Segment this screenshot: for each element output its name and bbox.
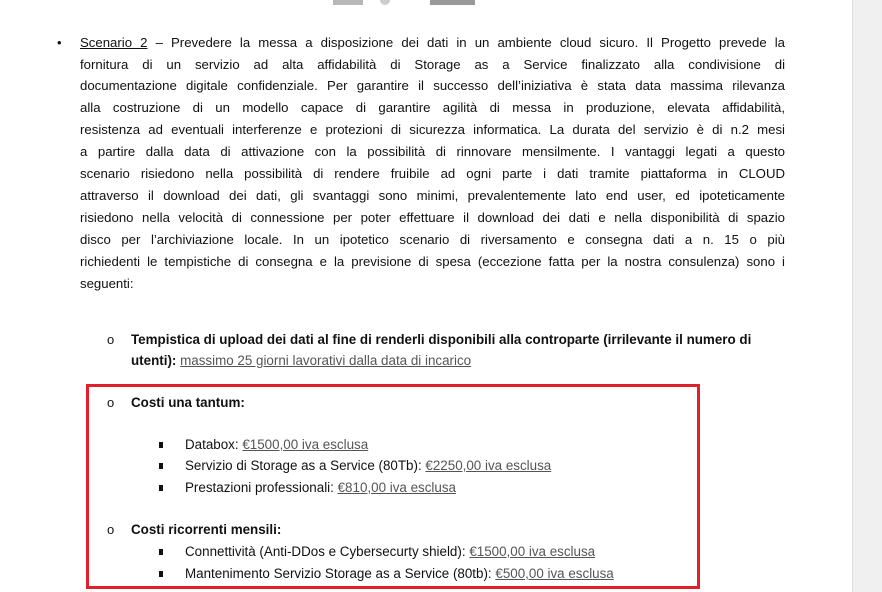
- bullet-icon: •: [57, 35, 62, 50]
- paragraph-line: seguenti:: [80, 276, 134, 291]
- paragraph-line: Scenario 2 – Prevedere la messa a disposizione dei dati in un ambiente cloud sicuro. Il Progetto prevede la: [80, 35, 786, 50]
- paragraph-line: richiedenti le tempistiche di consegna e la previsione di spesa (eccezione fatta per la nostra consulenza) sono i: [80, 254, 785, 269]
- paragraph-line: risiedono nella velocità di connessione per poter effettuare il download dei dati e nella disponibilità di spazio: [80, 210, 785, 225]
- circle-bullet-icon: o: [107, 332, 115, 347]
- square-bullet-icon: [159, 442, 163, 448]
- square-bullet-icon: [159, 571, 163, 577]
- square-bullet-icon: [159, 549, 163, 555]
- ricorrenti-heading: Costi ricorrenti mensili:: [131, 522, 282, 537]
- square-bullet-icon: [159, 463, 163, 469]
- circle-bullet-icon: o: [107, 395, 115, 410]
- paragraph-line: disco per l’archiviazione locale. In un ipotetico scenario di riversamento e consegna dati a n. 15 o più: [80, 232, 785, 247]
- paragraph-line: documentazione digitale confidenziale. Per garantire il successo dell’iniziativa è stata data massima rilevanza: [80, 78, 785, 93]
- una-tantum-heading: Costi una tantum:: [131, 395, 245, 410]
- paragraph-line: attraverso il download dei dati, gli svantaggi sono minimi, prevalentemente lato end user, ed ipoteticamente: [80, 188, 785, 203]
- tempistica-value: massimo 25 giorni lavorativi dalla data di incarico: [180, 353, 472, 368]
- cost-item: Mantenimento Servizio Storage as a Service (80tb): €500,00 iva esclusa: [185, 566, 614, 581]
- header-logo: [333, 0, 363, 5]
- header-logo: [430, 0, 475, 5]
- header-logo: [380, 0, 390, 5]
- cost-item: Connettività (Anti-DDos e Cybersecurty shield): €1500,00 iva esclusa: [185, 544, 596, 559]
- tempistica-label: Tempistica di upload dei dati al fine di renderli disponibili alla controparte (irrilevante il numero di: [131, 332, 752, 347]
- cost-item: Servizio di Storage as a Service (80Tb): €2250,00 iva esclusa: [185, 458, 552, 473]
- circle-bullet-icon: o: [107, 522, 115, 537]
- page-margin: [852, 0, 882, 592]
- tempistica-line2: utenti): massimo 25 giorni lavorativi dalla data di incarico: [131, 353, 472, 368]
- cost-item: Prestazioni professionali: €810,00 iva esclusa: [185, 480, 456, 495]
- scenario-label: Scenario 2: [80, 35, 148, 50]
- paragraph-line: fornitura di un servizio ad alta affidabilità di Storage as a Service finalizzato alla condivisione di: [80, 57, 785, 72]
- paragraph-line: scenario risiedono nella possibilità di rendere fruibile ad ogni parte i dati tramite piattaforma in CLOUD: [80, 166, 785, 181]
- paragraph-line: resistenza ad eventuali interferenze e protezioni di sicurezza informatica. La durata del servizio è di n.2 mesi: [80, 122, 785, 137]
- paragraph-line: a partire dalla data di attivazione con la possibilità di rinnovare mensilmente. I vantaggi legati a questo: [80, 144, 785, 159]
- paragraph-line: alla costruzione di un modello capace di garantire agilità di messa in produzione, elevata affidabilità,: [80, 100, 785, 115]
- square-bullet-icon: [159, 485, 163, 491]
- cost-item: Databox: €1500,00 iva esclusa: [185, 437, 369, 452]
